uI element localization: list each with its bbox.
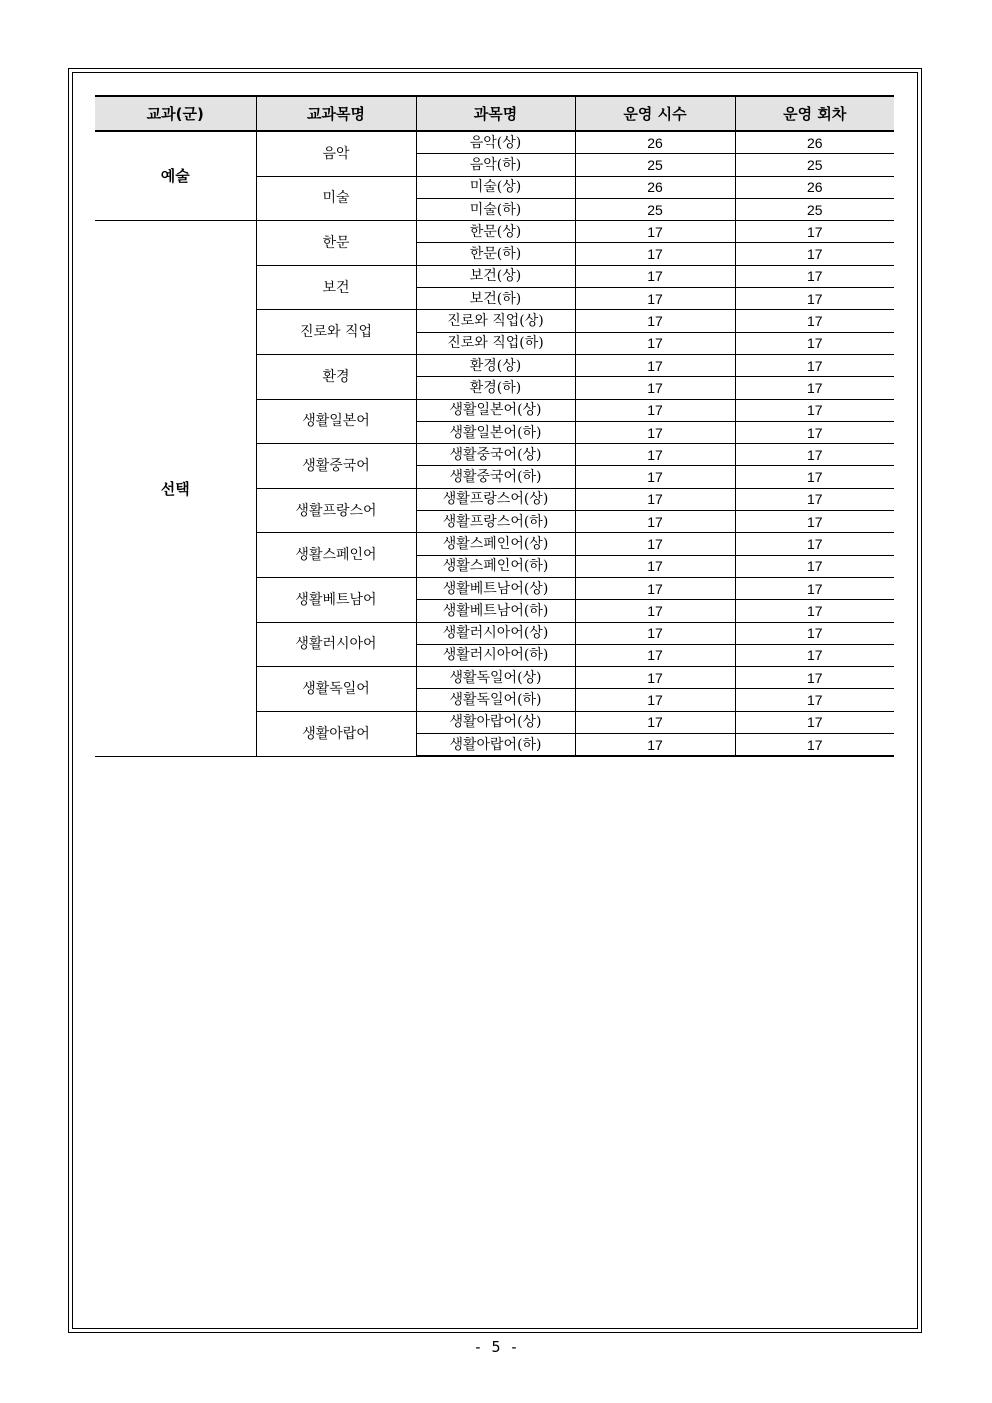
subject-name-cell: 생활독일어 bbox=[256, 667, 416, 712]
subject-name-cell: 음악 bbox=[256, 131, 416, 176]
header-course-name: 과목명 bbox=[416, 96, 575, 131]
sessions-cell: 17 bbox=[735, 444, 894, 466]
header-subject-group: 교과(군) bbox=[95, 96, 256, 131]
sessions-cell: 25 bbox=[735, 198, 894, 220]
sessions-cell: 26 bbox=[735, 176, 894, 198]
hours-cell: 17 bbox=[575, 600, 735, 622]
course-name-cell: 생활러시아어(하) bbox=[416, 644, 575, 666]
course-name-cell: 보건(상) bbox=[416, 265, 575, 287]
course-name-cell: 생활러시아어(상) bbox=[416, 622, 575, 644]
sessions-cell: 17 bbox=[735, 377, 894, 399]
hours-cell: 17 bbox=[575, 511, 735, 533]
sessions-cell: 17 bbox=[735, 399, 894, 421]
sessions-cell: 17 bbox=[735, 577, 894, 599]
sessions-cell: 17 bbox=[735, 711, 894, 733]
hours-cell: 17 bbox=[575, 466, 735, 488]
subject-name-cell: 한문 bbox=[256, 221, 416, 266]
subject-name-cell: 생활아랍어 bbox=[256, 711, 416, 756]
sessions-cell: 17 bbox=[735, 265, 894, 287]
hours-cell: 17 bbox=[575, 221, 735, 243]
hours-cell: 26 bbox=[575, 176, 735, 198]
course-name-cell: 미술(상) bbox=[416, 176, 575, 198]
sessions-cell: 17 bbox=[735, 221, 894, 243]
course-name-cell: 생활스페인어(상) bbox=[416, 533, 575, 555]
sessions-cell: 17 bbox=[735, 511, 894, 533]
hours-cell: 17 bbox=[575, 734, 735, 757]
subject-name-cell: 생활러시아어 bbox=[256, 622, 416, 667]
hours-cell: 17 bbox=[575, 689, 735, 711]
hours-cell: 17 bbox=[575, 444, 735, 466]
hours-cell: 17 bbox=[575, 310, 735, 332]
sessions-cell: 17 bbox=[735, 644, 894, 666]
subject-name-cell: 환경 bbox=[256, 354, 416, 399]
course-name-cell: 환경(하) bbox=[416, 377, 575, 399]
hours-cell: 17 bbox=[575, 288, 735, 310]
sessions-cell: 17 bbox=[735, 533, 894, 555]
sessions-cell: 26 bbox=[735, 131, 894, 154]
course-name-cell: 생활중국어(하) bbox=[416, 466, 575, 488]
hours-cell: 17 bbox=[575, 354, 735, 376]
course-name-cell: 미술(하) bbox=[416, 198, 575, 220]
sessions-cell: 17 bbox=[735, 734, 894, 757]
hours-cell: 17 bbox=[575, 421, 735, 443]
course-name-cell: 생활베트남어(상) bbox=[416, 577, 575, 599]
course-name-cell: 생활일본어(하) bbox=[416, 421, 575, 443]
course-name-cell: 진로와 직업(하) bbox=[416, 332, 575, 354]
course-name-cell: 보건(하) bbox=[416, 288, 575, 310]
hours-cell: 25 bbox=[575, 198, 735, 220]
course-name-cell: 생활일본어(상) bbox=[416, 399, 575, 421]
subject-name-cell: 미술 bbox=[256, 176, 416, 221]
hours-cell: 17 bbox=[575, 377, 735, 399]
subject-name-cell: 생활프랑스어 bbox=[256, 488, 416, 533]
course-schedule-table bbox=[95, 95, 894, 757]
course-name-cell: 생활아랍어(상) bbox=[416, 711, 575, 733]
course-name-cell: 생활스페인어(하) bbox=[416, 555, 575, 577]
sessions-cell: 17 bbox=[735, 622, 894, 644]
subject-name-cell: 진로와 직업 bbox=[256, 310, 416, 355]
sessions-cell: 17 bbox=[735, 555, 894, 577]
sessions-cell: 25 bbox=[735, 154, 894, 176]
course-name-cell: 음악(상) bbox=[416, 131, 575, 154]
hours-cell: 17 bbox=[575, 622, 735, 644]
header-subject-name: 교과목명 bbox=[256, 96, 416, 131]
subject-name-cell: 생활중국어 bbox=[256, 444, 416, 489]
sessions-cell: 17 bbox=[735, 421, 894, 443]
course-name-cell: 한문(상) bbox=[416, 221, 575, 243]
sessions-cell: 17 bbox=[735, 667, 894, 689]
subject-group-cell: 선택 bbox=[95, 221, 256, 757]
hours-cell: 17 bbox=[575, 243, 735, 265]
hours-cell: 17 bbox=[575, 488, 735, 510]
subject-group-cell: 예술 bbox=[95, 131, 256, 221]
header-sessions: 운영 회차 bbox=[735, 96, 894, 131]
course-name-cell: 생활아랍어(하) bbox=[416, 734, 575, 757]
hours-cell: 17 bbox=[575, 577, 735, 599]
hours-cell: 17 bbox=[575, 399, 735, 421]
table-body bbox=[95, 131, 894, 756]
hours-cell: 17 bbox=[575, 332, 735, 354]
course-name-cell: 음악(하) bbox=[416, 154, 575, 176]
header-hours: 운영 시수 bbox=[575, 96, 735, 131]
course-name-cell: 생활프랑스어(하) bbox=[416, 511, 575, 533]
sessions-cell: 17 bbox=[735, 243, 894, 265]
sessions-cell: 17 bbox=[735, 332, 894, 354]
sessions-cell: 17 bbox=[735, 288, 894, 310]
hours-cell: 17 bbox=[575, 265, 735, 287]
hours-cell: 17 bbox=[575, 555, 735, 577]
course-name-cell: 생활독일어(상) bbox=[416, 667, 575, 689]
subject-name-cell: 생활스페인어 bbox=[256, 533, 416, 578]
course-name-cell: 환경(상) bbox=[416, 354, 575, 376]
sessions-cell: 17 bbox=[735, 600, 894, 622]
course-name-cell: 한문(하) bbox=[416, 243, 575, 265]
sessions-cell: 17 bbox=[735, 310, 894, 332]
sessions-cell: 17 bbox=[735, 488, 894, 510]
sessions-cell: 17 bbox=[735, 466, 894, 488]
hours-cell: 17 bbox=[575, 711, 735, 733]
page-number: - 5 - bbox=[473, 1338, 519, 1356]
hours-cell: 17 bbox=[575, 667, 735, 689]
hours-cell: 17 bbox=[575, 644, 735, 666]
sessions-cell: 17 bbox=[735, 689, 894, 711]
table-header-row bbox=[95, 96, 894, 131]
subject-name-cell: 생활베트남어 bbox=[256, 577, 416, 622]
course-name-cell: 생활중국어(상) bbox=[416, 444, 575, 466]
table-row bbox=[95, 131, 894, 154]
course-name-cell: 생활베트남어(하) bbox=[416, 600, 575, 622]
course-name-cell: 진로와 직업(상) bbox=[416, 310, 575, 332]
course-name-cell: 생활프랑스어(상) bbox=[416, 488, 575, 510]
hours-cell: 17 bbox=[575, 533, 735, 555]
sessions-cell: 17 bbox=[735, 354, 894, 376]
hours-cell: 26 bbox=[575, 131, 735, 154]
subject-name-cell: 보건 bbox=[256, 265, 416, 310]
table-row bbox=[95, 221, 894, 243]
course-name-cell: 생활독일어(하) bbox=[416, 689, 575, 711]
hours-cell: 25 bbox=[575, 154, 735, 176]
subject-name-cell: 생활일본어 bbox=[256, 399, 416, 444]
